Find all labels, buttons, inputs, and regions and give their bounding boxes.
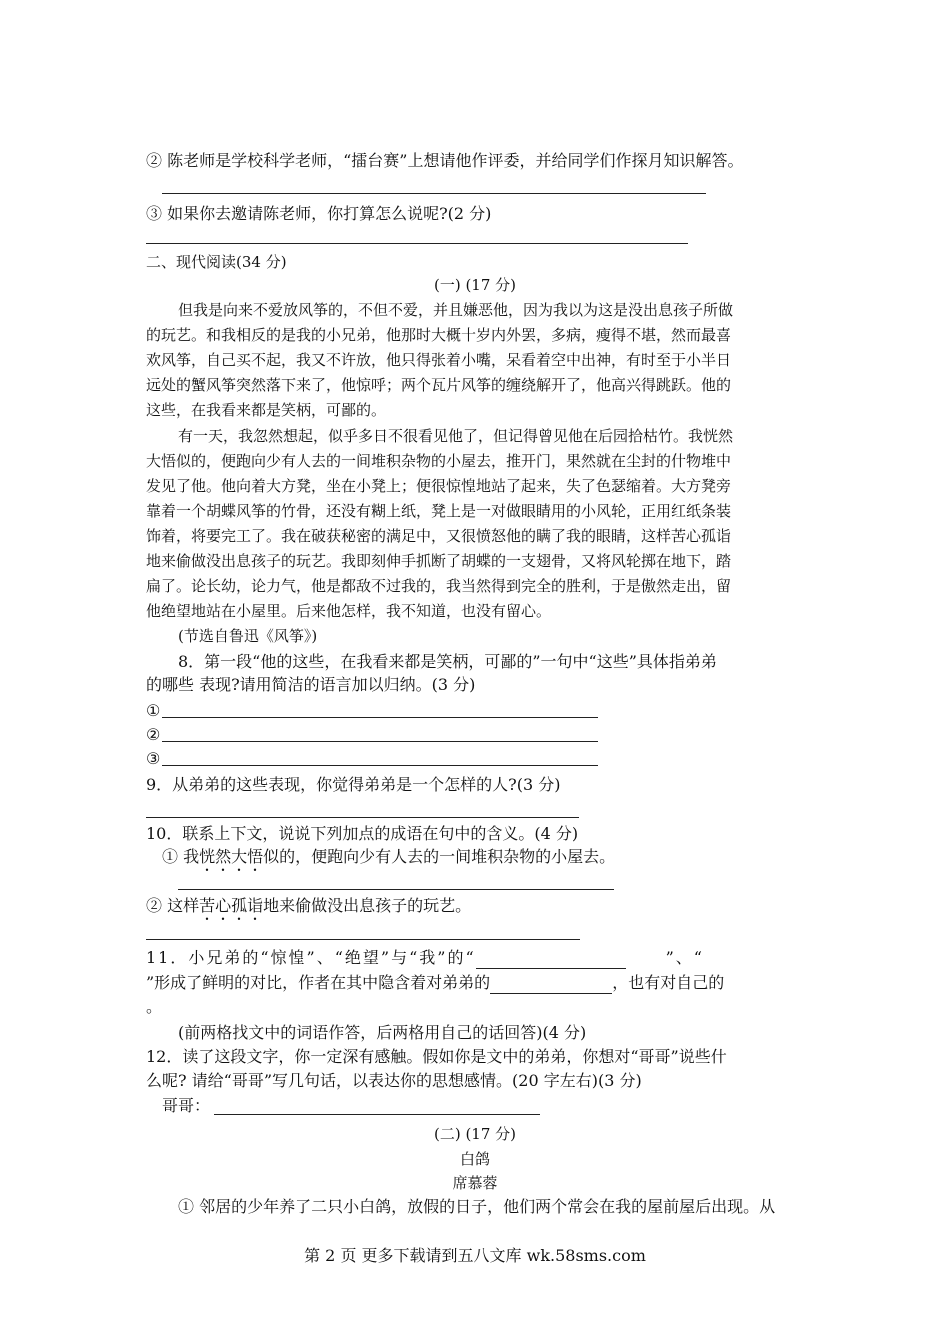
- answer-line[interactable]: [162, 193, 706, 194]
- page-footer: 第 2 页 更多下载请到五八文库 wk.58sms.com: [304, 1246, 646, 1265]
- passage-line: 饰着，将要完工了。我在破获秘密的满足中，又很愤怒他的瞒了我的眼睛，这样苦心孤诣: [146, 527, 732, 545]
- passage-line: 扁了。论长幼，论力气，他是都敌不过我的，我当然得到完全的胜利，于是傲然走出，留: [146, 577, 732, 595]
- question-10-item-2: [146, 895, 471, 924]
- passage-line: 他绝望地站在小屋里。后来他怎样，我不知道，也没有留心。: [146, 602, 552, 620]
- question-11-end: 。: [146, 997, 163, 1016]
- passage-line: 远处的蟹风筝突然落下来了，他惊呼；两个瓦片风筝的缠绕解开了，他高兴得跳跃。他的: [146, 376, 732, 394]
- question-8-cont: 的哪些 表现?请用简洁的语言加以归纳。(3 分): [146, 675, 476, 694]
- question-12: 12．读了这段文字，你一定深有感触。假如你是文中的弟弟，你想对“哥哥”说些什: [146, 1047, 727, 1066]
- q10-2-idiom: 苦心孤诣: [199, 896, 264, 915]
- answer-line[interactable]: [146, 243, 688, 244]
- passage-line: 这些，在我看来都是笑柄，可鄙的。: [146, 401, 387, 419]
- passage-line: 靠着一个胡蝶风筝的竹骨，还没有糊上纸，凳上是一对做眼睛用的小风轮，正用红纸条装: [146, 502, 732, 520]
- q10-2-pre: ② 这样: [146, 896, 200, 915]
- q10-2-post: 地来偷做没出息孩子的玩艺。: [263, 896, 472, 915]
- fill-blank[interactable]: [490, 975, 612, 994]
- answer-mark: ①: [146, 701, 161, 720]
- part1-heading: (一) (17 分): [433, 276, 517, 294]
- answer-line[interactable]: [162, 717, 598, 718]
- passage-line: 的玩艺。和我相反的是我的小兄弟，他那时大概十岁内外罢，多病，瘦得不堪，然而最喜: [146, 326, 732, 344]
- article-author: 席慕蓉: [452, 1174, 498, 1192]
- q11-line1-post: ”、“: [665, 948, 704, 967]
- q10-1-post: 似的，便跑向少有人去的一间堆积杂物的小屋去。: [263, 847, 616, 866]
- answer-line[interactable]: [146, 817, 579, 818]
- answer-line[interactable]: [162, 765, 598, 766]
- passage-line: ① 邻居的少年养了二只小白鸽，放假的日子，他们两个常会在我的屋前屋后出现。从: [178, 1197, 776, 1216]
- question-10: 10．联系上下文，说说下列加点的成语在句中的含义。(4 分): [146, 824, 579, 843]
- q11-line1-pre: 11．小兄弟的“惊惶”、“绝望”与“我”的“: [146, 948, 476, 967]
- passage-source: (节选自鲁迅《风筝》): [178, 627, 318, 645]
- answer-mark: ②: [146, 725, 161, 744]
- section-heading: 二、现代阅读(34 分): [146, 253, 287, 271]
- article-title: 白鸽: [459, 1150, 490, 1168]
- question-12-prompt: 哥哥：: [162, 1096, 211, 1115]
- answer-line[interactable]: [146, 939, 580, 940]
- q10-1-pre: ① 我: [162, 847, 200, 866]
- answer-line[interactable]: [178, 889, 614, 890]
- q11-line2-post: ，也有对自己的: [612, 973, 725, 992]
- question-11-cont: [146, 972, 724, 994]
- question-12-cont: 么呢? 请给“哥哥”写几句话，以表达你的思想感情。(20 字左右)(3 分): [146, 1071, 642, 1090]
- question-8: 8．第一段“他的这些，在我看来都是笑柄，可鄙的”一句中“这些”具体指弟弟: [178, 652, 717, 671]
- passage-line: 但我是向来不爱放风筝的，不但不爱，并且嫌恶他，因为我以为这是没出息孩子所做: [178, 301, 734, 319]
- passage-line: 地来偷做没出息孩子的玩艺。我即刻伸手抓断了胡蝶的一支翅骨，又将风轮掷在地下，踏: [146, 552, 732, 570]
- answer-line[interactable]: [214, 1114, 540, 1115]
- answer-line[interactable]: [162, 741, 598, 742]
- passage-line: 大悟似的，便跑向少有人去的一间堆积杂物的小屋去，推开门，果然就在尘封的什物堆中: [146, 452, 732, 470]
- question-11: [146, 947, 704, 969]
- passage-line: 欢风筝，自己买不起，我又不许放，他只得张着小嘴，呆看着空中出神，有时至于小半日: [146, 351, 732, 369]
- q11-line2-pre: ”形成了鲜明的对比，作者在其中隐含着对弟弟的: [146, 973, 491, 992]
- question-10-item-1: [162, 846, 615, 875]
- passage-line: 有一天，我忽然想起，似乎多日不很看见他了，但记得曾见他在后园拾枯竹。我恍然: [178, 427, 734, 445]
- q10-1-idiom: 恍然大悟: [199, 847, 264, 866]
- question-11-note: (前两格找文中的词语作答，后两格用自己的话回答)(4 分): [178, 1023, 587, 1042]
- question-item-2: ② 陈老师是学校科学老师，“擂台赛”上想请他作评委，并给同学们作探月知识解答。: [146, 151, 744, 170]
- question-9: 9．从弟弟的这些表现，你觉得弟弟是一个怎样的人?(3 分): [146, 775, 561, 794]
- passage-line: 发见了他。他向着大方凳，坐在小凳上；便很惊惶地站了起来，失了色瑟缩着。大方凳旁: [146, 477, 732, 495]
- fill-blank[interactable]: [476, 950, 626, 969]
- answer-mark: ③: [146, 749, 161, 768]
- part2-heading: (二) (17 分): [433, 1125, 517, 1143]
- question-item-3: ③ 如果你去邀请陈老师，你打算怎么说呢?(2 分): [146, 204, 492, 223]
